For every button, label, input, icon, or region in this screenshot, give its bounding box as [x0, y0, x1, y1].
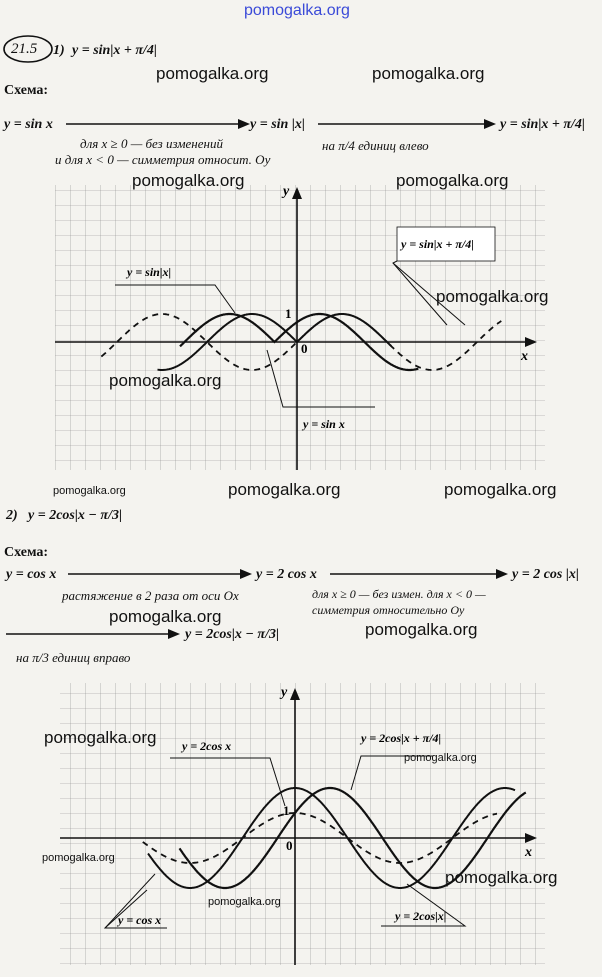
- graph-2-label-cos: y = cos x: [118, 913, 162, 927]
- p1-note-1a: для x ≥ 0 — без изменений: [80, 136, 223, 151]
- graph-2-x-label: x: [525, 845, 532, 860]
- watermark: pomogalka.org: [436, 287, 549, 306]
- watermark: pomogalka.org: [444, 480, 557, 499]
- problem1-schema-label: Схема:: [4, 83, 49, 98]
- p2-arrow-1: [68, 567, 254, 581]
- p1-step-mid: y = sin |x|: [250, 117, 305, 132]
- p2-step-mid2: y = 2 cos |x|: [512, 567, 580, 582]
- graph-2-label-abs: y = 2cos|x|: [395, 909, 447, 923]
- problem1-formula: y = sin|x + π/4|: [72, 43, 157, 58]
- p2-arrow-2: [330, 567, 510, 581]
- problem2-schema-label: Схема:: [4, 545, 49, 560]
- graph-2-label-shift: y = 2cos|x + π/4|: [361, 731, 442, 745]
- problem2-formula: y = 2cos|x − π/3|: [28, 508, 123, 523]
- graph-1-label-abs: y = sin|x|: [127, 265, 172, 279]
- graph-1-tick-one: 1: [285, 306, 292, 321]
- p2-note-2a: для x ≥ 0 — без измен. для x < 0 —: [312, 587, 486, 601]
- graph-1-x-label: x: [521, 349, 528, 364]
- graph-1-y-label: y: [283, 184, 290, 199]
- p2-note-2b: симметрия относительно Oy: [312, 603, 465, 617]
- graph-2: [55, 678, 558, 970]
- watermark: pomogalka.org: [42, 852, 115, 864]
- watermark: pomogalka.org: [208, 896, 281, 908]
- problem2-label: 2): [6, 508, 18, 523]
- watermark-top: pomogalka.org: [244, 2, 350, 19]
- watermark: pomogalka.org: [396, 171, 509, 190]
- graph-2-tick-one: 1: [283, 803, 290, 818]
- p2-step-mid: y = 2 cos x: [256, 567, 317, 582]
- watermark: pomogalka.org: [372, 64, 485, 83]
- watermark: pomogalka.org: [365, 620, 478, 639]
- p2-note-3: на π/3 единиц вправо: [16, 650, 131, 665]
- watermark: pomogalka.org: [156, 64, 269, 83]
- p1-step-start: y = sin x: [4, 117, 53, 132]
- watermark: pomogalka.org: [109, 607, 222, 626]
- graph-1-label-sin: y = sin x: [303, 417, 345, 431]
- graph-1: [55, 175, 555, 475]
- problem1-label: 1): [53, 43, 65, 58]
- problem-number: 21.5: [11, 41, 38, 57]
- watermark: pomogalka.org: [445, 868, 558, 887]
- p1-note-2: на π/4 единиц влево: [322, 138, 429, 153]
- graph-1-label-shift: y = sin|x + π/4|: [401, 237, 474, 251]
- watermark: pomogalka.org: [404, 752, 477, 764]
- graph-2-y-label: y: [281, 685, 288, 700]
- p1-step-end: y = sin|x + π/4|: [500, 117, 585, 132]
- watermark: pomogalka.org: [109, 371, 222, 390]
- p2-note-1: растяжение в 2 раза от оси Ox: [62, 588, 239, 603]
- p1-arrow-2: [318, 117, 498, 131]
- graph-2-label-2cos: y = 2cos x: [182, 739, 232, 753]
- graph-2-origin: 0: [286, 838, 293, 853]
- graph-1-origin: 0: [301, 341, 308, 356]
- watermark: pomogalka.org: [53, 485, 126, 497]
- watermark: pomogalka.org: [228, 480, 341, 499]
- watermark: pomogalka.org: [132, 171, 245, 190]
- p2-step-start: y = cos x: [6, 567, 57, 582]
- p1-note-1b: и для x < 0 — симметрия относит. Oy: [55, 152, 271, 167]
- p2-step-end: y = 2cos|x − π/3|: [185, 627, 280, 642]
- watermark: pomogalka.org: [44, 728, 157, 747]
- p1-arrow-1: [66, 117, 251, 131]
- p2-arrow-3: [6, 627, 182, 641]
